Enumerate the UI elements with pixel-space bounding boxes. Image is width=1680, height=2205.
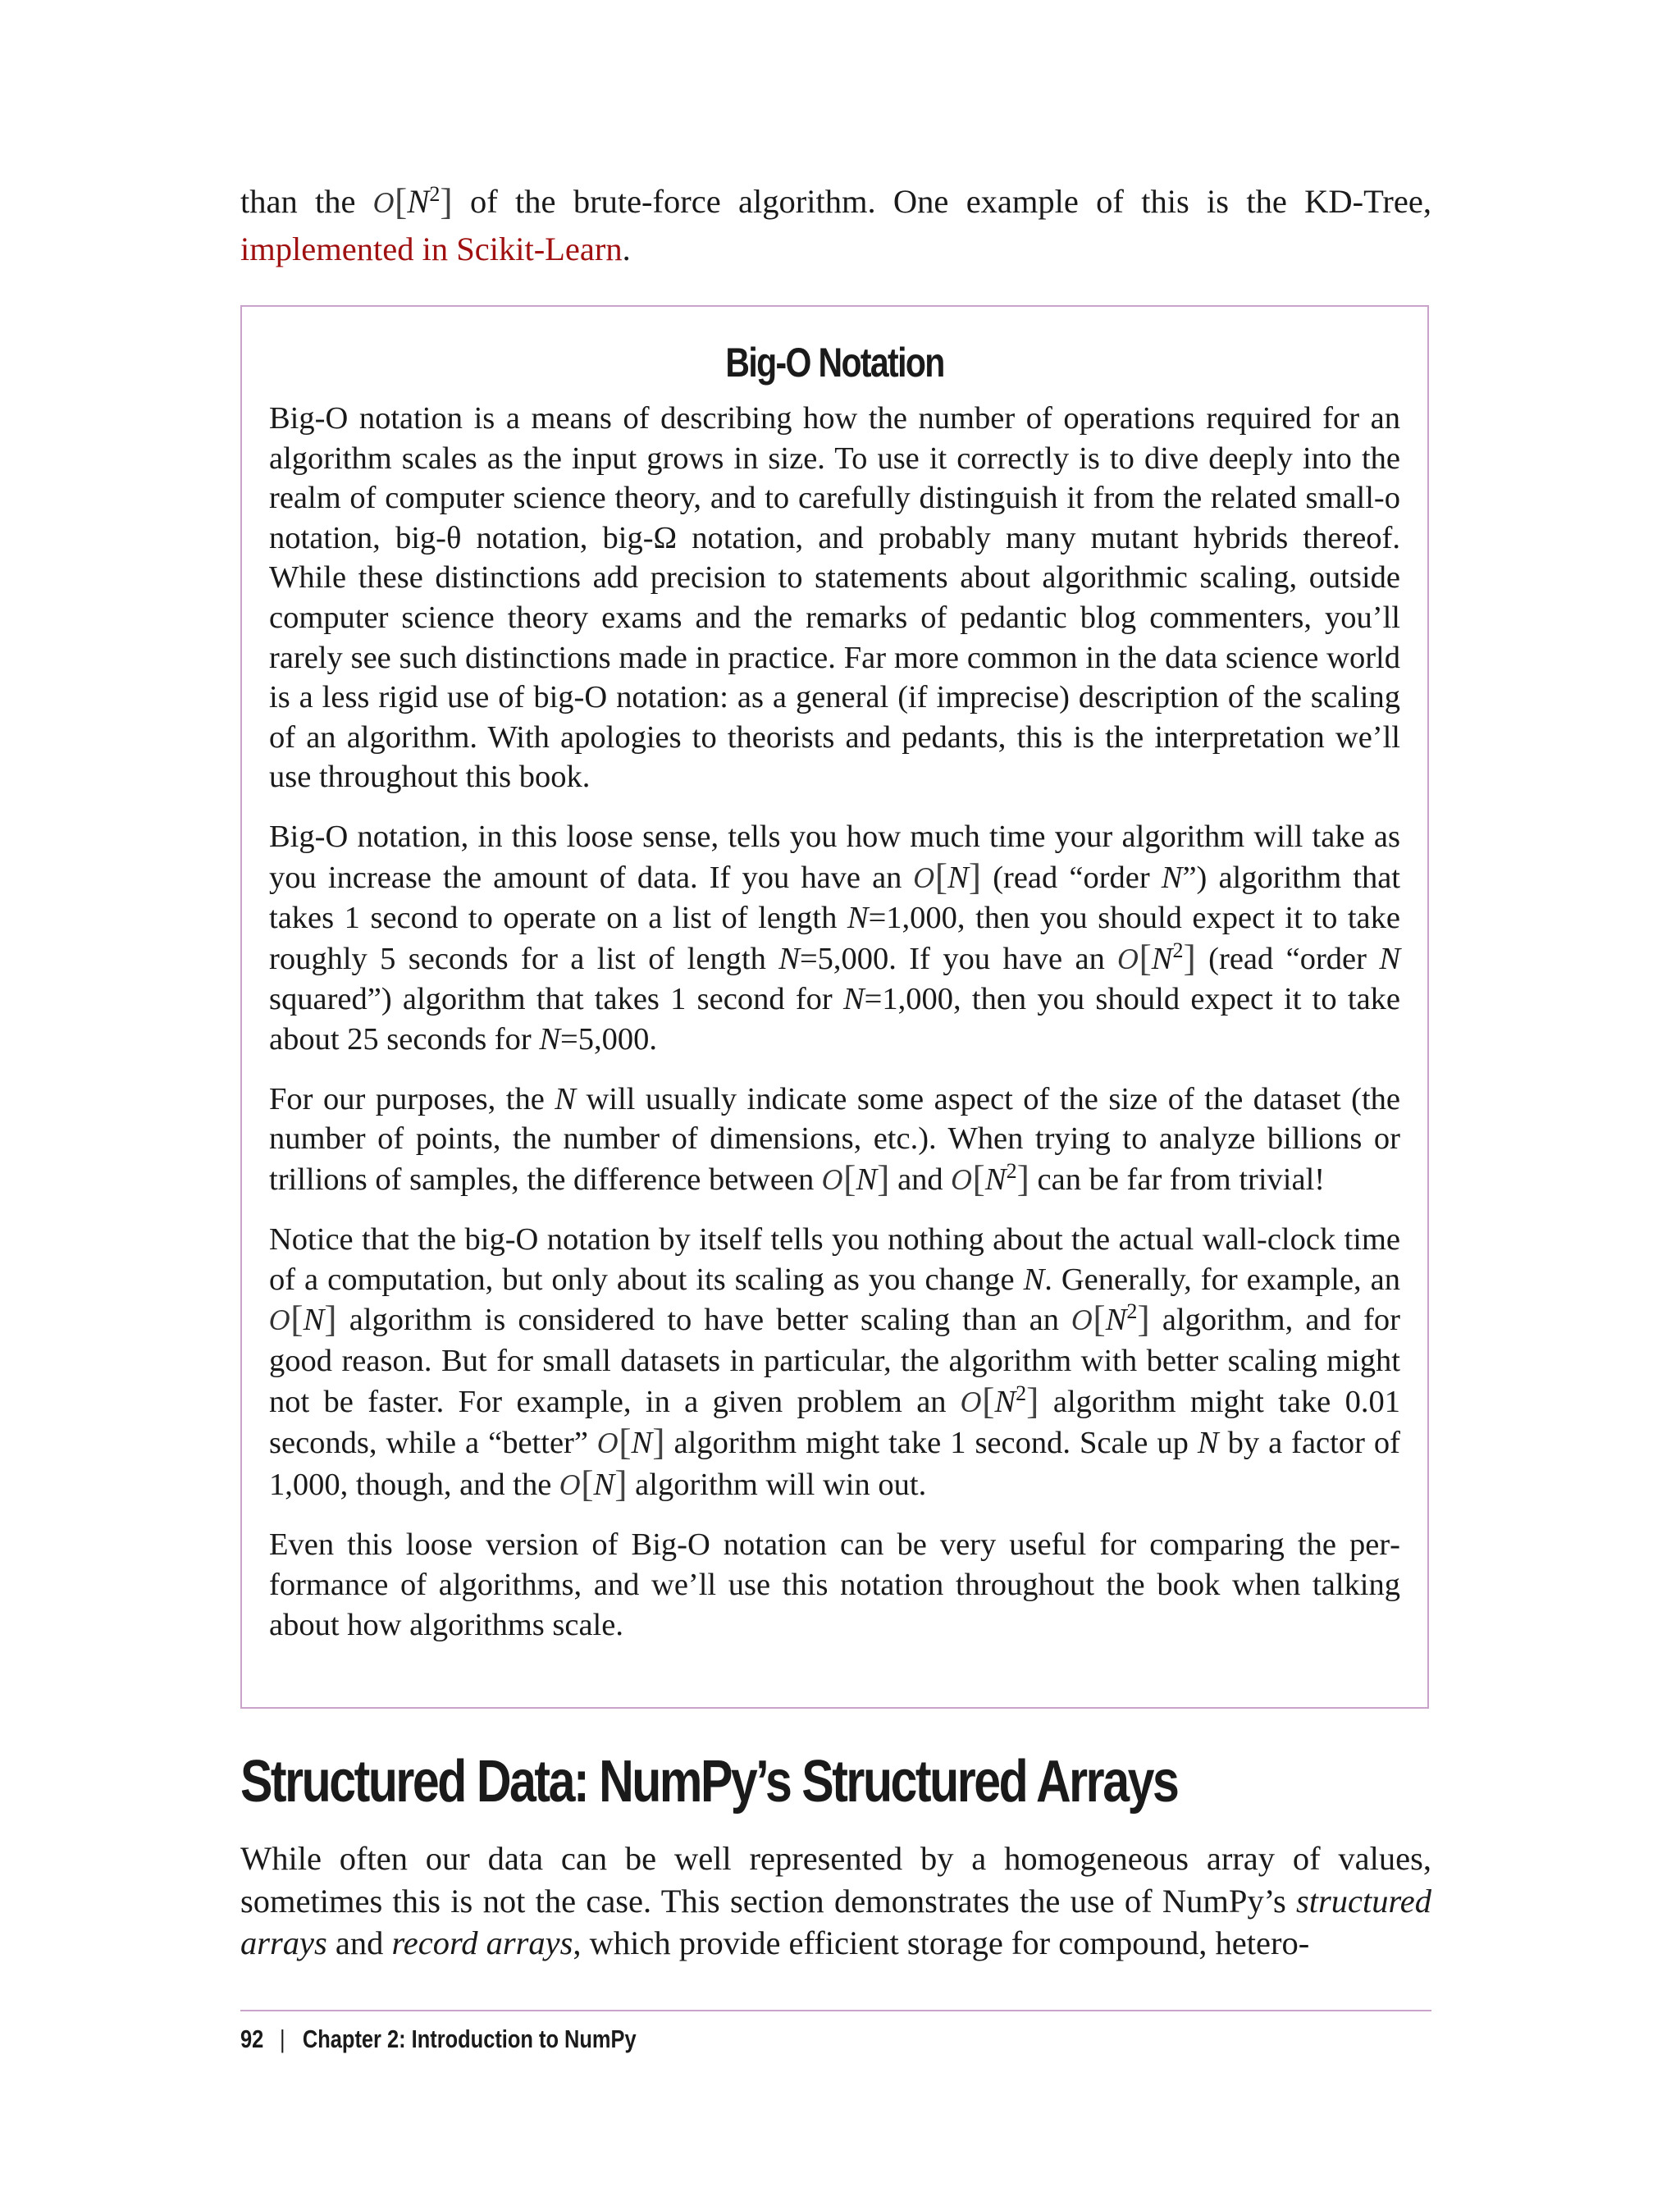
footer-separator: | [279, 2025, 285, 2053]
page-footer [240, 2023, 637, 2056]
footer-divider [240, 2010, 1431, 2011]
section-heading: Structured Data: NumPy’s Structured Arrays [240, 1749, 1178, 1815]
sidebar-paragraph-1: Big-O notation is a means of describing how the number of operations required for an algorithm scales as the input grows in size. To use it correctly is to dive deeply into the realm of computer science theory, and to carefully distinguish it from the related small-o notation, big-θ notation, big-Ω notation, and probably many mutant hybrids thereof. While these distinctions add precision to statements about algorithmic scaling, outside computer science theory exams and the remarks of pedantic blog commenters, you’ll rarely see such distinctions made in practice. Far more common in the data science world is a less rigid use of big-O notation: as a general (if imprecise) description of the scaling of an algorithm. With apologies to theorists and pedants, this is the interpretation we’ll use throughout this book. [269, 401, 1400, 795]
sidebar-paragraph-4: Notice that the big-O notation by itself tells you nothing about the actual wall-clock time of a computation, but only about its scaling as you change N. Generally, for example, an O[N] algorithm is considered to have better scaling than an $O[N^2]$ algorithm, and for good reason. But for small datasets in particular, the algorithm with better scaling might not be faster. For example, in a given problem an $O[N^2]$ algorithm might take 0.01 seconds, while a “better” O[N] algorithm might take 1 second. Scale up N by a factor of 1,000, though, and the O[N] algorithm will win out. [269, 1222, 1401, 1504]
intro-text [240, 179, 1431, 272]
intro-paragraph: than the $O[N^2]$ of the brute-force algorithm. One example of this is the KD-Tree, implemented in Scikit-Learn. [240, 180, 1431, 267]
big-o-symbol: O [372, 188, 395, 219]
chapter-title: Chapter 2: Introduction to NumPy [302, 2025, 637, 2053]
big-o-sidebar [240, 305, 1429, 1709]
page-number: 92 [240, 2025, 264, 2053]
scikit-learn-link[interactable]: implemented in Scikit-Learn [240, 231, 623, 267]
sidebar-title: Big-O Notation [725, 340, 944, 386]
sidebar-paragraph-5: Even this loose version of Big-O notation can be very useful for comparing the performance of algorithms, and we’ll use this notation throughout the book when talking about how algorithms scale. [269, 1527, 1400, 1642]
section-paragraph: While often our data can be well represented by a homogeneous array of values, sometimes this is not the case. This section demonstrates the use of NumPy’s structured arrays and record arrays, which provide efficient storage for compound, hetero- [240, 1840, 1431, 1961]
sidebar-paragraph-2: Big-O notation, in this loose sense, tells you how much time your algorithm will take as you increase the amount of data. If you have an O[N] (read “order N”) algorithm that takes 1 second to operate on a list of length N=1,000, then you should expect it to take roughly 5 seconds for a list of length N=5,000. If you have an $O[N^2]$ (read “order N squared”) algorithm that takes 1 second for N=1,000, then you should expect it to take about 25 seconds for N=5,000. [269, 819, 1400, 1057]
sidebar-paragraph-3: For our purposes, the N will usually indicate some aspect of the size of the dataset (the number of points, the number of dimensions, etc.). When trying to analyze billions or trillions of samples, the difference between O[N] and $O[N^2]$ can be far from trivial! [269, 1081, 1401, 1199]
